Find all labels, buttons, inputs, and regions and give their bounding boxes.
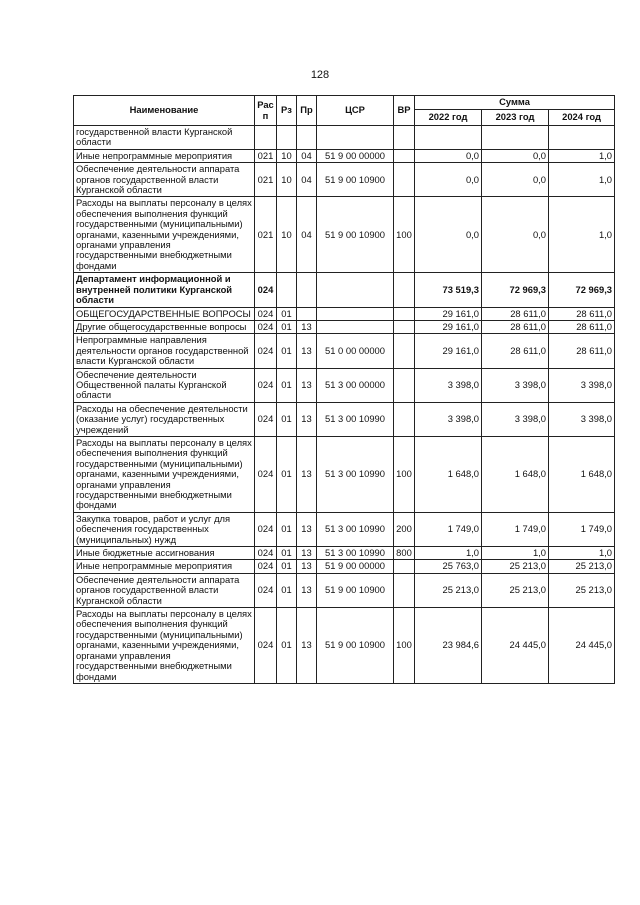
cell-pr [297, 126, 317, 150]
cell-name: Департамент информационной и внутренней политики Курганской области [74, 273, 255, 307]
table-row [74, 608, 615, 684]
cell-rasp: 024 [255, 307, 277, 320]
cell-2022: 25 763,0 [415, 560, 482, 573]
cell-2022: 1,0 [415, 547, 482, 560]
cell-2023: 1,0 [482, 547, 549, 560]
header-pr: Пр [297, 96, 317, 126]
cell-pr: 13 [297, 436, 317, 512]
table-header [74, 96, 615, 126]
cell-vr: 100 [394, 197, 415, 273]
cell-2022: 29 161,0 [415, 334, 482, 368]
cell-rz [277, 126, 297, 150]
cell-vr [394, 307, 415, 320]
cell-2022: 25 213,0 [415, 573, 482, 607]
cell-vr [394, 126, 415, 150]
cell-vr [394, 320, 415, 333]
cell-rz: 01 [277, 573, 297, 607]
cell-name: Другие общегосударственные вопросы [74, 320, 255, 333]
cell-2023: 25 213,0 [482, 573, 549, 607]
cell-pr [297, 307, 317, 320]
cell-vr [394, 149, 415, 162]
cell-rasp [255, 126, 277, 150]
table-row [74, 126, 615, 150]
budget-table [73, 95, 615, 684]
cell-rz: 01 [277, 547, 297, 560]
cell-csr: 51 9 00 00000 [317, 560, 394, 573]
cell-name: государственной власти Курганской области [74, 126, 255, 150]
cell-vr [394, 402, 415, 436]
cell-csr [317, 273, 394, 307]
table-row [74, 547, 615, 560]
table-row [74, 573, 615, 607]
cell-2024: 1,0 [549, 163, 615, 197]
cell-2024: 1,0 [549, 197, 615, 273]
cell-pr [297, 273, 317, 307]
cell-vr: 100 [394, 436, 415, 512]
cell-pr: 13 [297, 608, 317, 684]
cell-rasp: 024 [255, 547, 277, 560]
cell-rz [277, 273, 297, 307]
cell-rz: 01 [277, 334, 297, 368]
cell-csr: 51 9 00 10900 [317, 197, 394, 273]
cell-2023: 1 749,0 [482, 512, 549, 546]
cell-csr: 51 9 00 10900 [317, 573, 394, 607]
table-row [74, 163, 615, 197]
cell-2022: 1 648,0 [415, 436, 482, 512]
cell-vr [394, 163, 415, 197]
cell-pr: 13 [297, 512, 317, 546]
header-csr: ЦСР [317, 96, 394, 126]
cell-rasp: 024 [255, 334, 277, 368]
table-row [74, 402, 615, 436]
cell-rz: 01 [277, 320, 297, 333]
cell-vr: 200 [394, 512, 415, 546]
cell-2023: 72 969,3 [482, 273, 549, 307]
table-row [74, 560, 615, 573]
cell-2024: 1,0 [549, 547, 615, 560]
cell-2024 [549, 126, 615, 150]
cell-name: ОБЩЕГОСУДАРСТВЕННЫЕ ВОПРОСЫ [74, 307, 255, 320]
header-year-2022: 2022 год [415, 110, 482, 126]
cell-vr [394, 334, 415, 368]
cell-rz: 10 [277, 163, 297, 197]
cell-pr: 04 [297, 149, 317, 162]
header-rasp: Рас п [255, 96, 277, 126]
table-row [74, 149, 615, 162]
cell-rasp: 024 [255, 402, 277, 436]
cell-rasp: 024 [255, 368, 277, 402]
cell-rz: 10 [277, 149, 297, 162]
cell-2023: 0,0 [482, 163, 549, 197]
header-year-2024: 2024 год [549, 110, 615, 126]
cell-csr: 51 3 00 00000 [317, 368, 394, 402]
cell-rz: 01 [277, 608, 297, 684]
cell-rasp: 024 [255, 560, 277, 573]
cell-2022: 73 519,3 [415, 273, 482, 307]
cell-2024: 72 969,3 [549, 273, 615, 307]
cell-2022: 29 161,0 [415, 320, 482, 333]
cell-name: Расходы на выплаты персоналу в целях обеспечения выполнения функций государственными (муниципальными) органами, казенными учреждениями, органами управления государственными внебюджетными фондами [74, 197, 255, 273]
cell-2023 [482, 126, 549, 150]
cell-csr [317, 320, 394, 333]
cell-2023: 0,0 [482, 149, 549, 162]
cell-rasp: 024 [255, 608, 277, 684]
cell-2024: 25 213,0 [549, 573, 615, 607]
cell-csr [317, 126, 394, 150]
cell-pr: 04 [297, 163, 317, 197]
table-row [74, 307, 615, 320]
cell-csr: 51 9 00 00000 [317, 149, 394, 162]
cell-csr: 51 9 00 10900 [317, 163, 394, 197]
cell-name: Обеспечение деятельности аппарата органов государственной власти Курганской области [74, 163, 255, 197]
cell-2023: 3 398,0 [482, 368, 549, 402]
cell-name: Иные бюджетные ассигнования [74, 547, 255, 560]
cell-pr: 13 [297, 547, 317, 560]
cell-csr: 51 3 00 10990 [317, 436, 394, 512]
cell-2023: 28 611,0 [482, 307, 549, 320]
header-name: Наименование [74, 96, 255, 126]
cell-2024: 3 398,0 [549, 402, 615, 436]
cell-vr: 800 [394, 547, 415, 560]
cell-2024: 3 398,0 [549, 368, 615, 402]
cell-rasp: 024 [255, 573, 277, 607]
cell-rasp: 021 [255, 149, 277, 162]
cell-2023: 3 398,0 [482, 402, 549, 436]
cell-rz: 01 [277, 436, 297, 512]
cell-2022: 1 749,0 [415, 512, 482, 546]
cell-name: Расходы на выплаты персоналу в целях обеспечения выполнения функций государственными (муниципальными) органами, казенными учреждениями, органами управления государственными внебюджетными фондами [74, 436, 255, 512]
cell-name: Иные непрограммные мероприятия [74, 149, 255, 162]
cell-2022: 0,0 [415, 163, 482, 197]
cell-2023: 24 445,0 [482, 608, 549, 684]
cell-rz: 01 [277, 368, 297, 402]
cell-rz: 01 [277, 402, 297, 436]
table-row [74, 334, 615, 368]
cell-pr: 13 [297, 573, 317, 607]
cell-rasp: 024 [255, 273, 277, 307]
cell-rasp: 021 [255, 197, 277, 273]
cell-name: Иные непрограммные мероприятия [74, 560, 255, 573]
cell-2022: 3 398,0 [415, 368, 482, 402]
cell-vr [394, 273, 415, 307]
cell-rz: 01 [277, 512, 297, 546]
cell-2024: 1,0 [549, 149, 615, 162]
cell-2022 [415, 126, 482, 150]
cell-rasp: 024 [255, 512, 277, 546]
header-vr: ВР [394, 96, 415, 126]
table-row [74, 368, 615, 402]
cell-2022: 0,0 [415, 197, 482, 273]
cell-pr: 13 [297, 334, 317, 368]
cell-csr: 51 3 00 10990 [317, 402, 394, 436]
cell-rasp: 024 [255, 436, 277, 512]
cell-name: Расходы на обеспечение деятельности (оказание услуг) государственных учреждений [74, 402, 255, 436]
cell-csr: 51 3 00 10990 [317, 547, 394, 560]
header-rz: Рз [277, 96, 297, 126]
cell-vr [394, 560, 415, 573]
cell-csr: 51 0 00 00000 [317, 334, 394, 368]
cell-vr: 100 [394, 608, 415, 684]
cell-2024: 28 611,0 [549, 307, 615, 320]
cell-pr: 13 [297, 320, 317, 333]
cell-name: Расходы на выплаты персоналу в целях обеспечения выполнения функций государственными (муниципальными) органами, казенными учреждениями, органами управления государственными внебюджетными фондами [74, 608, 255, 684]
cell-name: Закупка товаров, работ и услуг для обеспечения государственных (муниципальных) нужд [74, 512, 255, 546]
cell-2023: 1 648,0 [482, 436, 549, 512]
cell-2024: 28 611,0 [549, 334, 615, 368]
cell-rasp: 021 [255, 163, 277, 197]
table-body [74, 126, 615, 684]
cell-2022: 23 984,6 [415, 608, 482, 684]
table-row [74, 320, 615, 333]
cell-vr [394, 573, 415, 607]
cell-rz: 01 [277, 560, 297, 573]
cell-2023: 28 611,0 [482, 334, 549, 368]
cell-pr: 13 [297, 368, 317, 402]
cell-2024: 25 213,0 [549, 560, 615, 573]
cell-csr: 51 9 00 10900 [317, 608, 394, 684]
header-summa: Сумма [415, 96, 615, 110]
cell-2023: 0,0 [482, 197, 549, 273]
cell-name: Обеспечение деятельности Общественной палаты Курганской области [74, 368, 255, 402]
cell-2022: 29 161,0 [415, 307, 482, 320]
cell-2024: 1 749,0 [549, 512, 615, 546]
table-row [74, 436, 615, 512]
cell-2024: 24 445,0 [549, 608, 615, 684]
table-row [74, 273, 615, 307]
cell-rasp: 024 [255, 320, 277, 333]
cell-pr: 13 [297, 560, 317, 573]
cell-rz: 10 [277, 197, 297, 273]
table-row [74, 512, 615, 546]
page-number: 128 [310, 69, 330, 81]
cell-2023: 28 611,0 [482, 320, 549, 333]
cell-2024: 28 611,0 [549, 320, 615, 333]
cell-name: Обеспечение деятельности аппарата органов государственной власти Курганской области [74, 573, 255, 607]
cell-pr: 13 [297, 402, 317, 436]
cell-vr [394, 368, 415, 402]
cell-2022: 0,0 [415, 149, 482, 162]
cell-csr [317, 307, 394, 320]
cell-rz: 01 [277, 307, 297, 320]
cell-2023: 25 213,0 [482, 560, 549, 573]
cell-csr: 51 3 00 10990 [317, 512, 394, 546]
cell-2024: 1 648,0 [549, 436, 615, 512]
table-row [74, 197, 615, 273]
cell-2022: 3 398,0 [415, 402, 482, 436]
cell-pr: 04 [297, 197, 317, 273]
cell-name: Непрограммные направления деятельности органов государственной власти Курганской области [74, 334, 255, 368]
header-year-2023: 2023 год [482, 110, 549, 126]
